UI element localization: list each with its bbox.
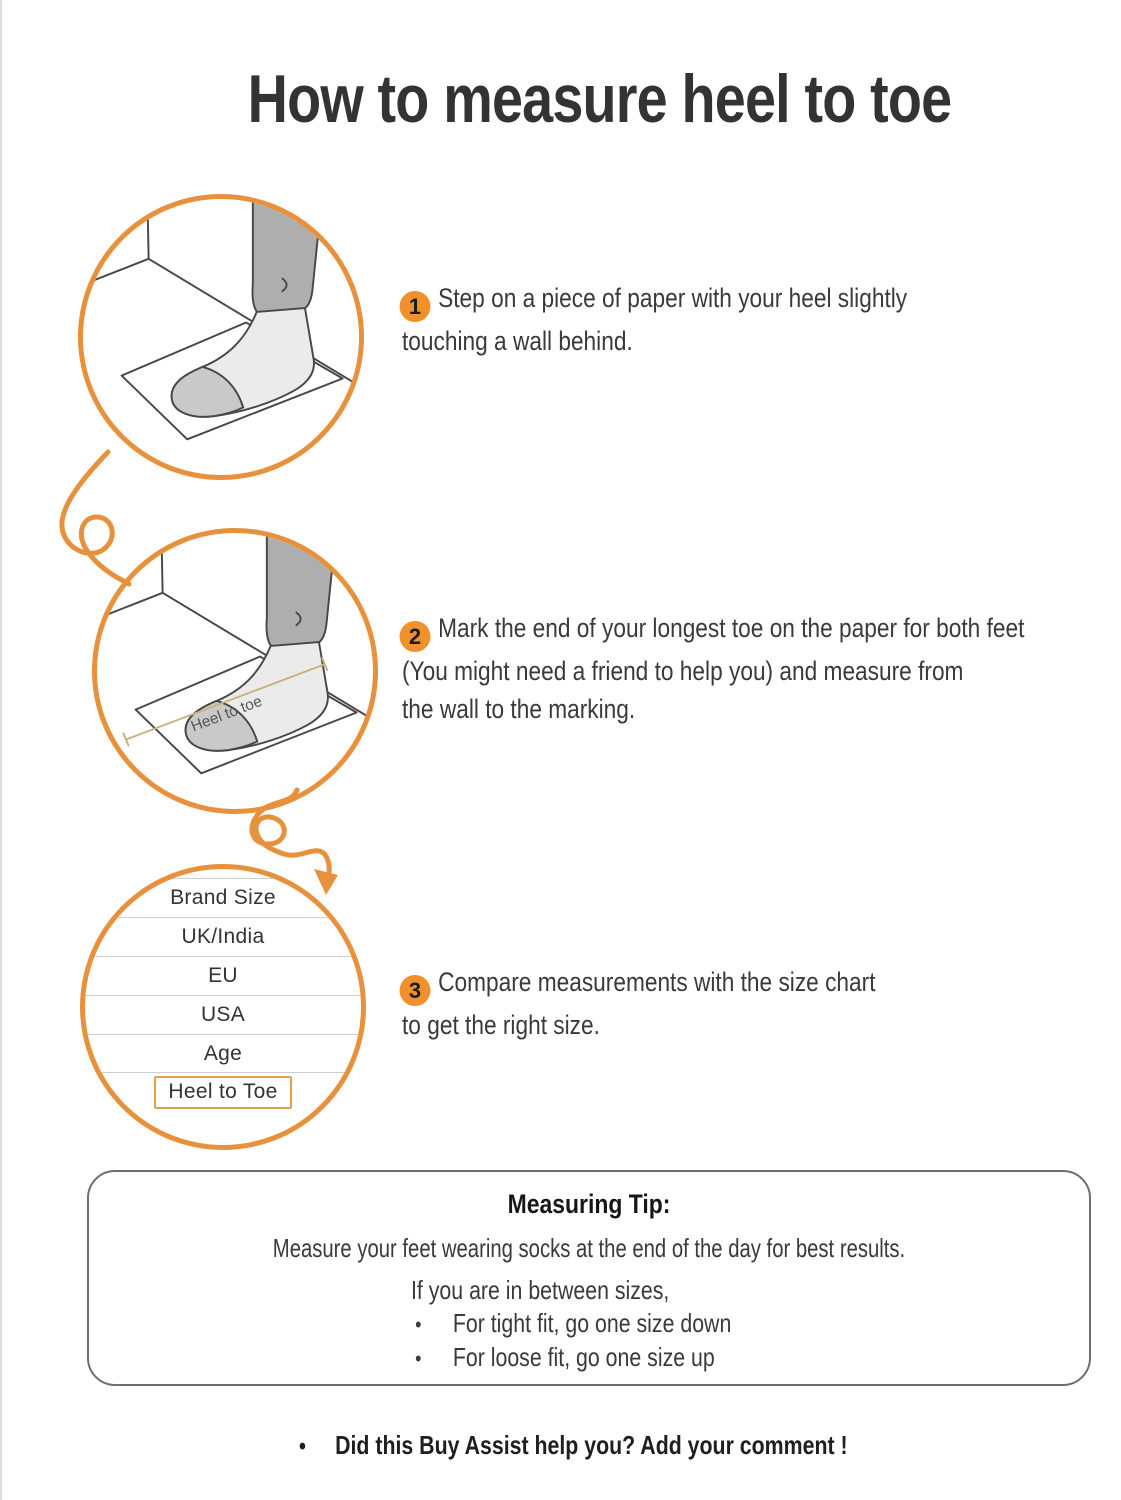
heel-to-toe-measure-label: Heel to toe xyxy=(188,692,265,736)
step-2-text: (You might need a friend to help you) and measure from xyxy=(402,656,964,686)
connector-squiggles xyxy=(0,0,420,960)
measuring-tip-box xyxy=(87,1170,1091,1386)
size-chart-row xyxy=(80,995,366,1034)
step-2-text: Mark the end of your longest toe on the paper for both feet xyxy=(438,613,1025,643)
tip-title: Measuring Tip: xyxy=(507,1189,671,1219)
step-1 xyxy=(402,279,1112,360)
step-1-line xyxy=(402,279,1112,322)
size-chart-circle xyxy=(80,864,366,1150)
footer-note xyxy=(299,1430,848,1461)
footer-text: Did this Buy Assist help you? Add your comment ! xyxy=(335,1430,848,1460)
size-chart-row xyxy=(80,878,366,917)
step-2 xyxy=(402,609,1112,728)
step-2-line xyxy=(402,609,1112,652)
heel-to-toe-highlight-box: Heel to Toe xyxy=(154,1076,291,1109)
step-3-badge: 3 xyxy=(400,975,431,1006)
step-1-text: touching a wall behind. xyxy=(402,326,633,356)
step-1-text: Step on a piece of paper with your heel slightly xyxy=(438,283,908,313)
tip-bullet-text: For loose fit, go one size up xyxy=(452,1342,715,1372)
step-3-text: to get the right size. xyxy=(402,1010,600,1040)
step-2-badge: 2 xyxy=(400,621,431,652)
size-chart-row xyxy=(80,956,366,995)
size-chart-row-label: USA xyxy=(200,1002,246,1026)
bullet-icon: • xyxy=(415,1312,422,1337)
tip-between-sizes-block xyxy=(411,1274,870,1375)
size-chart-row-label: Age xyxy=(203,1041,243,1065)
step-3-text: Compare measurements with the size chart xyxy=(438,967,876,997)
tip-bullet-row xyxy=(411,1341,870,1375)
size-chart-row-label: UK/India xyxy=(181,924,265,948)
tip-bullet-text: For tight fit, go one size down xyxy=(452,1308,732,1338)
bullet-icon: • xyxy=(415,1346,422,1371)
step-3 xyxy=(402,963,1112,1044)
step1-illustration-circle xyxy=(78,194,364,480)
page-title: How to measure heel to toe xyxy=(247,61,952,137)
step-1-badge: 1 xyxy=(400,291,431,322)
size-chart-row-highlighted xyxy=(80,1072,366,1111)
step-3-line xyxy=(402,963,1112,1006)
tip-bullet-row xyxy=(411,1307,870,1341)
size-chart-row xyxy=(80,1034,366,1073)
size-chart-row xyxy=(80,917,366,956)
foot-on-paper-heel-to-wall-icon xyxy=(83,199,359,475)
tip-line-1: Measure your feet wearing socks at the end of the day for best results. xyxy=(272,1233,906,1263)
size-chart-row-label: EU xyxy=(208,963,238,987)
bullet-icon: • xyxy=(299,1433,306,1460)
size-chart-rows xyxy=(80,878,366,1111)
step2-illustration-circle xyxy=(92,528,378,814)
size-chart-row-label: Brand Size xyxy=(170,885,276,909)
step-2-text: the wall to the marking. xyxy=(402,694,636,724)
sock-foot xyxy=(172,199,323,417)
tip-line-2: If you are in between sizes, xyxy=(411,1275,670,1305)
foot-on-paper-with-measurement-icon xyxy=(97,533,373,809)
